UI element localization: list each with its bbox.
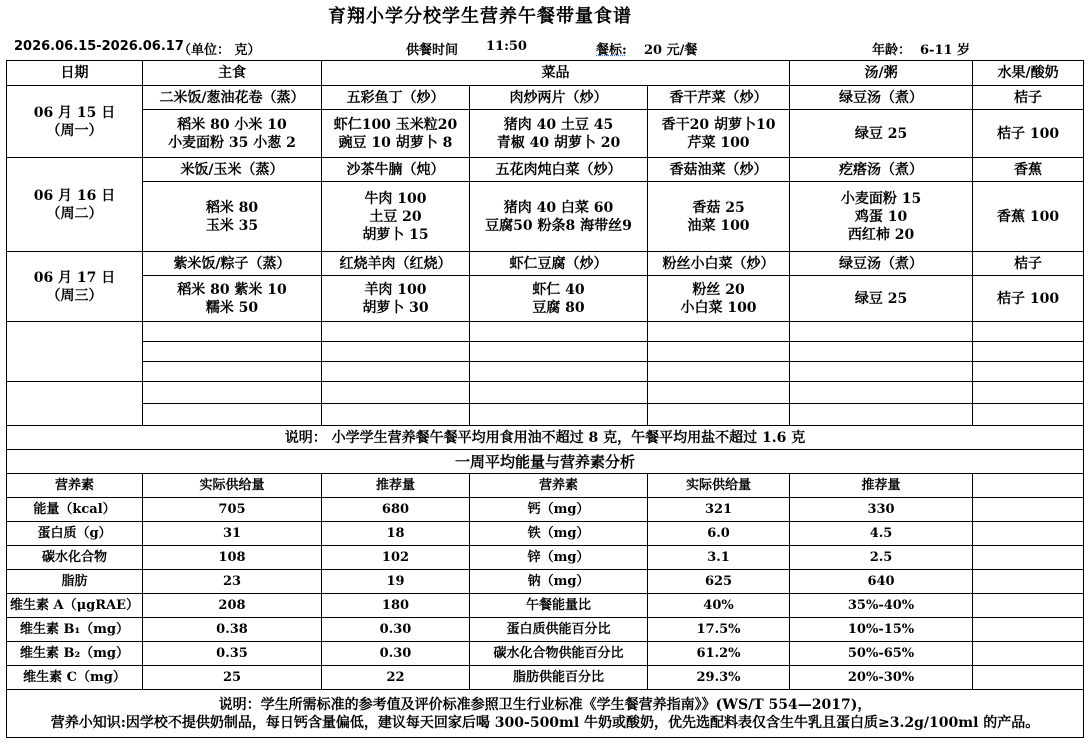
ingredient-line: 西红柿 20: [847, 226, 915, 243]
dish2-name: 五花肉炖白菜（炒）: [470, 158, 648, 182]
soup-name: 绿豆汤（煮）: [790, 252, 973, 276]
dish3-ingredients: [648, 182, 790, 252]
nutrition-row: [7, 642, 1084, 666]
meal-standard-label: 餐标:: [596, 43, 627, 58]
ingredient-line: 香蕉 100: [996, 208, 1060, 225]
ingredient-line: 豌豆 10 胡萝卜 8: [338, 134, 453, 151]
empty-cell: [470, 404, 648, 426]
empty-cell: [322, 322, 470, 342]
empty-cell: [973, 522, 1084, 546]
actual-value: 61.2%: [648, 642, 790, 666]
header-dishes: 菜品: [322, 61, 790, 86]
nutrient-name: 脂肪供能百分比: [470, 666, 648, 690]
empty-cell: [973, 594, 1084, 618]
recommended-value: 180: [322, 594, 470, 618]
nutrition-header-nutrient: 营养素: [7, 474, 143, 498]
recommended-value: 640: [790, 570, 973, 594]
ingredient-line: 青椒 40 胡萝卜 20: [496, 134, 621, 151]
empty-cell: [143, 404, 322, 426]
nutrient-name: 维生素 C（mg）: [7, 666, 143, 690]
nutrient-name: 脂肪: [7, 570, 143, 594]
ingredient-line: 猪肉 40 土豆 45: [503, 116, 614, 133]
dish1-name: 沙茶牛腩（炖）: [322, 158, 470, 182]
ingredient-line: 香菇 25: [692, 199, 745, 216]
empty-cell: [790, 362, 973, 382]
empty-cell: [973, 666, 1084, 690]
actual-value: 6.0: [648, 522, 790, 546]
recommended-value: 20%-30%: [790, 666, 973, 690]
empty-cell: [973, 498, 1084, 522]
actual-value: 705: [143, 498, 322, 522]
ingredient-line: 稻米 80 小米 10: [177, 116, 287, 133]
ingredient-line: 土豆 20: [369, 208, 422, 225]
recommended-value: 2.5: [790, 546, 973, 570]
empty-cell: [790, 342, 973, 362]
empty-cell: [322, 362, 470, 382]
ingredient-line: 糯米 50: [205, 299, 259, 316]
empty-cell: [973, 618, 1084, 642]
empty-cell: [973, 570, 1084, 594]
actual-value: 25: [143, 666, 322, 690]
ingredient-line: 羊肉 100: [364, 281, 427, 298]
empty-cell: [648, 342, 790, 362]
recommended-value: 0.30: [322, 618, 470, 642]
empty-cell: [790, 322, 973, 342]
dish3-ingredients: [648, 110, 790, 158]
dish1-ingredients: [322, 276, 470, 322]
dish1-ingredients: [322, 182, 470, 252]
oil-salt-note: 说明： 小学学生营养餐午餐平均用食用油不超过 8 克，午餐平均用盐不超过 1.6 克: [7, 426, 1084, 450]
empty-cell: [648, 322, 790, 342]
fruit-ingredients: [973, 276, 1084, 322]
date-range: 2026.06.15-2026.06.17: [14, 39, 184, 54]
ingredient-line: 绿豆 25: [854, 125, 908, 142]
dish1-name: 红烧羊肉（红烧）: [322, 252, 470, 276]
header-staple: 主食: [143, 61, 322, 86]
actual-value: 321: [648, 498, 790, 522]
recommended-value: 680: [322, 498, 470, 522]
fruit-ingredients: [973, 182, 1084, 252]
actual-value: 17.5%: [648, 618, 790, 642]
actual-value: 31: [143, 522, 322, 546]
dish3-name: 香菇油菜（炒）: [648, 158, 790, 182]
soup-ingredients: [790, 110, 973, 158]
empty-cell: [470, 322, 648, 342]
empty-cell: [322, 404, 470, 426]
ingredient-line: 油菜 100: [687, 217, 750, 234]
ingredient-line: 香干20 胡萝卜10: [661, 116, 776, 133]
serve-time-value: 11:50: [486, 39, 527, 54]
empty-cell: [322, 382, 470, 404]
dish1-ingredients: [322, 110, 470, 158]
header-fruit: 水果/酸奶: [973, 61, 1084, 86]
day-date-cell: [7, 252, 143, 322]
ingredient-line: 稻米 80 紫米 10: [177, 281, 287, 298]
actual-value: 0.35: [143, 642, 322, 666]
ingredient-line: 豆腐 80: [532, 299, 585, 316]
day-weekday: （周二）: [46, 205, 103, 222]
empty-cell: [973, 342, 1084, 362]
actual-value: 108: [143, 546, 322, 570]
header-soup: 汤/粥: [790, 61, 973, 86]
analysis-title: 一周平均能量与营养素分析: [7, 450, 1084, 474]
dish1-name: 五彩鱼丁（炒）: [322, 86, 470, 110]
ingredient-line: 鸡蛋 10: [854, 208, 908, 225]
actual-value: 0.38: [143, 618, 322, 642]
nutrient-name: 午餐能量比: [470, 594, 648, 618]
nutrition-header-actual: 实际供给量: [648, 474, 790, 498]
empty-cell: [143, 322, 322, 342]
nutrient-name: 维生素 B₂（mg）: [7, 642, 143, 666]
recommended-value: 10%-15%: [790, 618, 973, 642]
recommended-value: 330: [790, 498, 973, 522]
day-date-cell: [7, 158, 143, 252]
menu-table: [6, 60, 1084, 738]
day-weekday: （周三）: [46, 287, 103, 304]
nutrient-name: 蛋白质（g）: [7, 522, 143, 546]
serve-time-label: 供餐时间: [406, 43, 459, 58]
empty-cell: [973, 546, 1084, 570]
page-title: 育翔小学分校学生营养午餐带量食谱: [328, 6, 632, 27]
empty-cell: [973, 382, 1084, 404]
dish2-ingredients: [470, 182, 648, 252]
actual-value: 29.3%: [648, 666, 790, 690]
nutrient-name: 碳水化合物: [7, 546, 143, 570]
nutrition-row: [7, 618, 1084, 642]
nutrition-row: [7, 498, 1084, 522]
soup-ingredients: [790, 276, 973, 322]
footnote-standard: 说明：学生所需标准的参考值及评价标准参照卫生行业标准《学生餐营养指南》》(WS/T 554—2017)，: [218, 696, 872, 713]
empty-cell: [143, 362, 322, 382]
staple-ingredients: [143, 110, 322, 158]
ingredient-line: 虾仁100 玉米粒20: [333, 116, 458, 133]
recommended-value: 0.30: [322, 642, 470, 666]
ingredient-line: 稻米 80: [205, 199, 259, 216]
ingredient-line: 小白菜 100: [680, 299, 757, 316]
empty-cell: [973, 322, 1084, 342]
staple-ingredients: [143, 182, 322, 252]
age-value: 6-11 岁: [920, 43, 971, 58]
soup-name: 疙瘩汤（煮）: [790, 158, 973, 182]
soup-name: 绿豆汤（煮）: [790, 86, 973, 110]
dish2-ingredients: [470, 276, 648, 322]
nutrient-name: 碳水化合物供能百分比: [470, 642, 648, 666]
empty-cell: [648, 404, 790, 426]
empty-cell: [648, 362, 790, 382]
empty-cell: [973, 642, 1084, 666]
ingredient-line: 虾仁 40: [532, 281, 585, 298]
dish2-ingredients: [470, 110, 648, 158]
dish3-name: 香干芹菜（炒）: [648, 86, 790, 110]
soup-ingredients: [790, 182, 973, 252]
ingredient-line: 粉丝 20: [692, 281, 745, 298]
actual-value: 3.1: [648, 546, 790, 570]
empty-cell: [973, 474, 1084, 498]
actual-value: 23: [143, 570, 322, 594]
actual-value: 208: [143, 594, 322, 618]
nutrient-name: 铁（mg）: [470, 522, 648, 546]
empty-cell: [143, 342, 322, 362]
recommended-value: 22: [322, 666, 470, 690]
ingredient-line: 桔子 100: [996, 125, 1060, 142]
staple-name: 米饭/玉米（蒸）: [143, 158, 322, 182]
recommended-value: 35%-40%: [790, 594, 973, 618]
nutrition-row: [7, 666, 1084, 690]
empty-date-cell: [7, 322, 143, 382]
empty-cell: [470, 342, 648, 362]
actual-value: 40%: [648, 594, 790, 618]
nutrition-header-recommended: 推荐量: [322, 474, 470, 498]
dish2-name: 虾仁豆腐（炒）: [470, 252, 648, 276]
nutrient-name: 钠（mg）: [470, 570, 648, 594]
nutrition-row: [7, 594, 1084, 618]
empty-cell: [143, 382, 322, 404]
recommended-value: 4.5: [790, 522, 973, 546]
empty-cell: [648, 382, 790, 404]
fruit-ingredients: [973, 110, 1084, 158]
empty-date-cell: [7, 382, 143, 426]
actual-value: 625: [648, 570, 790, 594]
nutrition-row: [7, 522, 1084, 546]
staple-name: 二米饭/葱油花卷（蒸）: [143, 86, 322, 110]
recommended-value: 19: [322, 570, 470, 594]
dish3-name: 粉丝小白菜（炒）: [648, 252, 790, 276]
ingredient-line: 猪肉 40 白菜 60: [503, 199, 614, 216]
nutrition-header-recommended: 推荐量: [790, 474, 973, 498]
empty-cell: [322, 342, 470, 362]
recommended-value: 50%-65%: [790, 642, 973, 666]
ingredient-line: 牛肉 100: [364, 190, 427, 207]
age-label: 年龄：: [872, 43, 912, 58]
fruit-name: 桔子: [973, 86, 1084, 110]
empty-cell: [470, 362, 648, 382]
unit-label: （单位： 克）: [178, 43, 261, 58]
ingredient-line: 桔子 100: [996, 290, 1060, 307]
ingredient-line: 胡萝卜 30: [362, 299, 429, 316]
staple-name: 紫米饭/粽子（蒸）: [143, 252, 322, 276]
day-date: 06 月 15 日: [33, 104, 116, 121]
footnote-cell: [7, 690, 1084, 738]
footnote-calcium-tip: 营养小知识:因学校不提供奶制品，每日钙含量偏低，建议每天回家后喝 300-500ml 牛奶或酸奶，优先选配料表仅含生牛乳且蛋白质≥3.2g/100ml 的产品。: [50, 714, 1040, 731]
recommended-value: 18: [322, 522, 470, 546]
fruit-name: 桔子: [973, 252, 1084, 276]
ingredient-line: 小麦面粉 35 小葱 2: [168, 134, 296, 151]
nutrition-header-actual: 实际供给量: [143, 474, 322, 498]
ingredient-line: 玉米 35: [205, 217, 259, 234]
day-date: 06 月 16 日: [33, 187, 116, 204]
dish2-name: 肉炒两片（炒）: [470, 86, 648, 110]
day-weekday: （周一）: [46, 122, 103, 139]
empty-cell: [790, 404, 973, 426]
ingredient-line: 芹菜 100: [687, 134, 750, 151]
day-date-cell: [7, 86, 143, 158]
nutrient-name: 钙（mg）: [470, 498, 648, 522]
ingredient-line: 豆腐50 粉条8 海带丝9: [485, 217, 632, 234]
nutrient-name: 锌（mg）: [470, 546, 648, 570]
ingredient-line: 胡萝卜 15: [362, 226, 429, 243]
day-date: 06 月 17 日: [33, 269, 116, 286]
empty-cell: [973, 362, 1084, 382]
nutrition-row: [7, 570, 1084, 594]
nutrition-header-nutrient: 营养素: [470, 474, 648, 498]
fruit-name: 香蕉: [973, 158, 1084, 182]
nutrient-name: 维生素 B₁（mg）: [7, 618, 143, 642]
ingredient-line: 绿豆 25: [854, 290, 908, 307]
empty-cell: [790, 382, 973, 404]
meal-standard-value: 20 元/餐: [644, 43, 698, 58]
staple-ingredients: [143, 276, 322, 322]
dish3-ingredients: [648, 276, 790, 322]
nutrient-name: 能量（kcal）: [7, 498, 143, 522]
empty-cell: [973, 404, 1084, 426]
nutrient-name: 维生素 A（μgRAE）: [7, 594, 143, 618]
nutrient-name: 蛋白质供能百分比: [470, 618, 648, 642]
empty-cell: [470, 382, 648, 404]
recommended-value: 102: [322, 546, 470, 570]
ingredient-line: 小麦面粉 15: [840, 190, 922, 207]
nutrition-row: [7, 546, 1084, 570]
header-date: 日期: [7, 61, 143, 86]
